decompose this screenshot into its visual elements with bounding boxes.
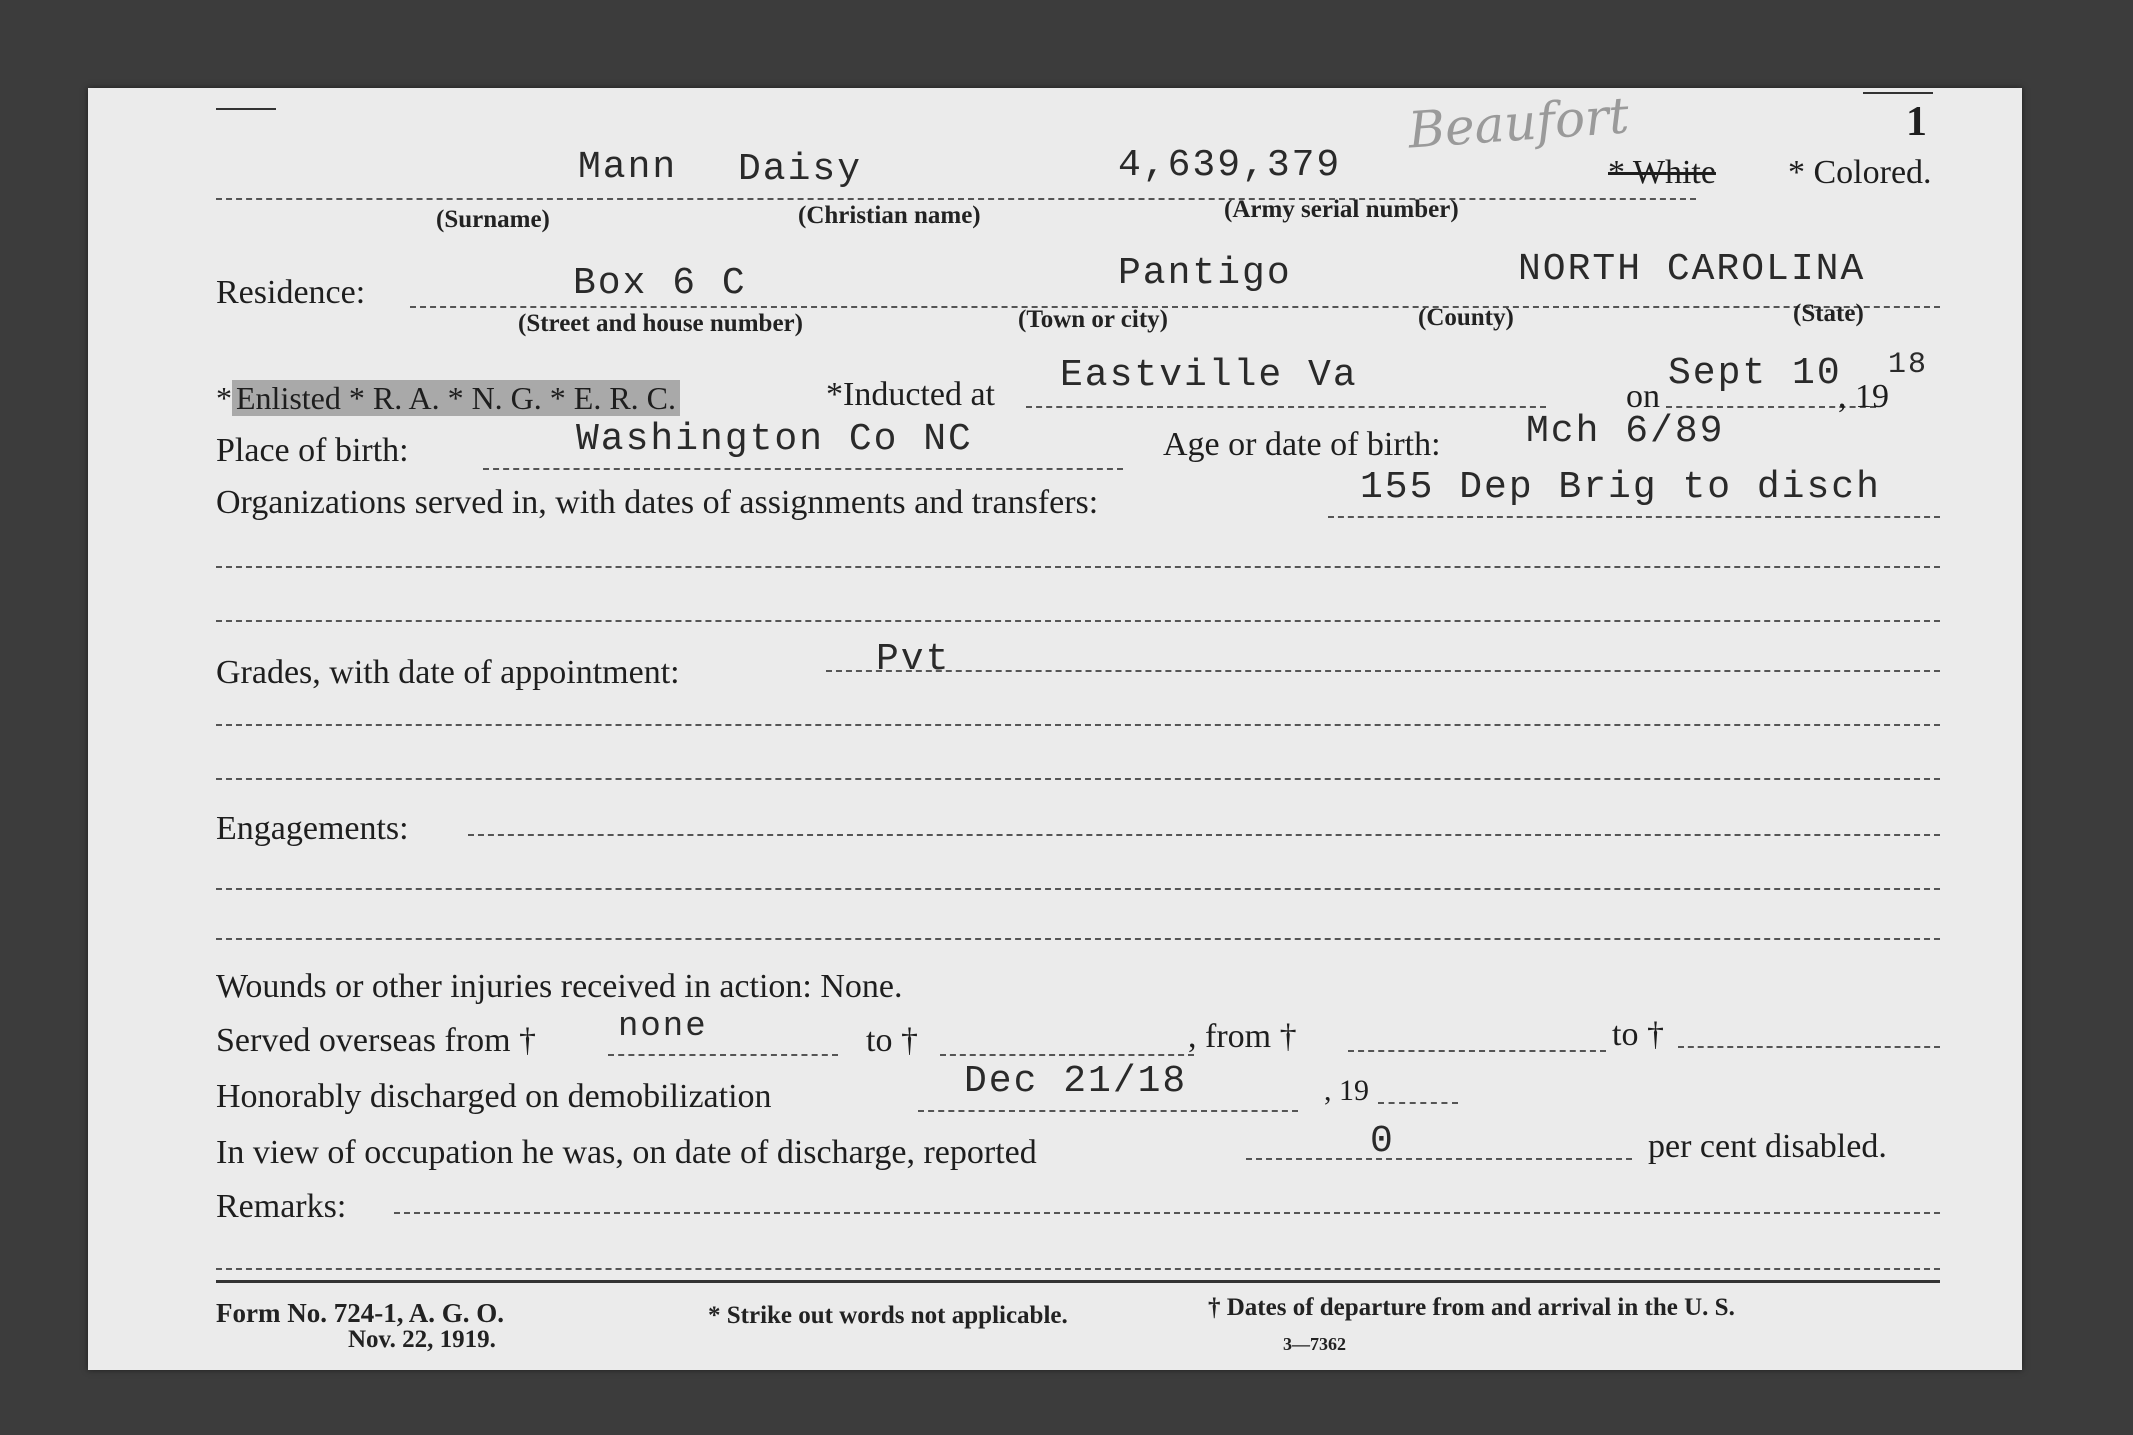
name-line [216, 198, 1696, 200]
engagements-line-2 [216, 888, 1940, 890]
disability-suffix: per cent disabled. [1648, 1128, 1887, 1165]
dates-note: † Dates of departure from and arrival in the U. S. [1208, 1294, 1735, 1321]
serial-number-value: 4,639,379 [1118, 144, 1342, 187]
inducted-label: *Inducted at [826, 376, 995, 413]
organizations-label: Organizations served in, with dates of assignments and transfers: [216, 484, 1099, 521]
on-label: on [1626, 378, 1660, 415]
inducted-place-value: Eastville Va [1060, 354, 1358, 397]
organizations-line-2 [216, 566, 1940, 568]
handwritten-county: Beaufort [1406, 86, 1631, 160]
year-prefix: , 19 [1838, 378, 1889, 415]
remarks-line-2 [216, 1268, 1940, 1270]
form-date: Nov. 22, 1919. [348, 1326, 496, 1353]
place-of-birth-value: Washington Co NC [576, 418, 973, 461]
enlistment-type [216, 380, 680, 417]
remarks-label: Remarks: [216, 1188, 347, 1225]
induction-date-value: Sept 10 [1668, 352, 1842, 395]
discharge-year-line [1378, 1102, 1458, 1104]
overseas-to-label: to † [866, 1022, 918, 1059]
print-code: 3—7362 [1283, 1334, 1346, 1354]
street-caption: (Street and house number) [518, 310, 803, 337]
service-record-card [88, 88, 2022, 1370]
grades-line-3 [216, 778, 1940, 780]
grades-label: Grades, with date of appointment: [216, 654, 680, 691]
overseas-label: Served overseas from † [216, 1022, 537, 1059]
state-caption: (State) [1793, 300, 1864, 327]
enlist-asterisk: * [216, 380, 232, 416]
town-caption: (Town or city) [1018, 306, 1168, 333]
state-value: NORTH CAROLINA [1518, 248, 1866, 291]
organizations-line [1328, 516, 1940, 518]
inducted-line [1026, 406, 1546, 408]
wounds-label: Wounds or other injuries received in action: None. [216, 968, 903, 1005]
ng-option: * N. G. [447, 380, 542, 416]
strike-note: * Strike out words not applicable. [708, 1302, 1068, 1329]
street-value: Box 6 C [573, 262, 747, 305]
overseas-to2-line [1678, 1046, 1940, 1048]
wounds-value: None. [820, 968, 903, 1005]
footer-rule [216, 1280, 1940, 1283]
grades-line-2 [216, 724, 1940, 726]
surname-caption: (Surname) [436, 206, 550, 233]
place-of-birth-line [483, 468, 1123, 470]
grades-line [826, 670, 1940, 672]
serial-number-caption: (Army serial number) [1224, 196, 1459, 223]
surname-value: Mann [578, 146, 678, 189]
disability-line [1246, 1158, 1632, 1160]
residence-label: Residence: [216, 274, 366, 311]
top-right-rule [1863, 92, 1933, 94]
discharge-label: Honorably discharged on demobilization [216, 1078, 772, 1115]
organizations-line-3 [216, 620, 1940, 622]
form-number: Form No. 724-1, A. G. O. [216, 1298, 504, 1328]
disability-value: 0 [1370, 1120, 1395, 1163]
top-left-rule [216, 108, 276, 110]
ra-option: * R. A. [348, 380, 440, 416]
county-caption: (County) [1418, 304, 1514, 331]
race-white [1608, 154, 1716, 192]
residence-line [410, 306, 1940, 308]
town-value: Pantigo [1118, 252, 1292, 295]
discharge-year: , 19 [1324, 1074, 1369, 1107]
discharge-date-value: Dec 21/18 [964, 1060, 1188, 1103]
christian-name-caption: (Christian name) [798, 202, 981, 229]
race-colored: * Colored. [1788, 154, 1932, 191]
organizations-value: 155 Dep Brig to disch [1360, 466, 1881, 509]
overseas-from2-line [1348, 1050, 1606, 1052]
grades-value: Pvt [876, 638, 951, 681]
overseas-to-line [940, 1054, 1194, 1056]
enlisted-option: Enlisted * R. A. * N. G. * E. R. C. [232, 380, 680, 416]
disability-label: In view of occupation he was, on date of discharge, reported [216, 1134, 1037, 1171]
induction-year-value: 18 [1888, 348, 1929, 382]
remarks-line [394, 1212, 1940, 1214]
birth-date-value: Mch 6/89 [1526, 410, 1725, 453]
place-of-birth-label: Place of birth: [216, 432, 409, 469]
engagements-label: Engagements: [216, 810, 409, 847]
christian-name-value: Daisy [738, 148, 863, 191]
white-option: * White [1608, 154, 1716, 191]
age-label: Age or date of birth: [1163, 426, 1441, 463]
engagements-line-3 [216, 938, 1940, 940]
erc-option: * E. R. C. [549, 380, 677, 416]
card-number: 1 [1906, 99, 1927, 145]
overseas-to2-label: to † [1612, 1016, 1664, 1053]
discharge-line [918, 1110, 1298, 1112]
engagements-line [468, 834, 1940, 836]
overseas-from2-label: , from † [1188, 1018, 1297, 1055]
overseas-from-value: none [618, 1008, 708, 1046]
overseas-from-line [608, 1054, 838, 1056]
